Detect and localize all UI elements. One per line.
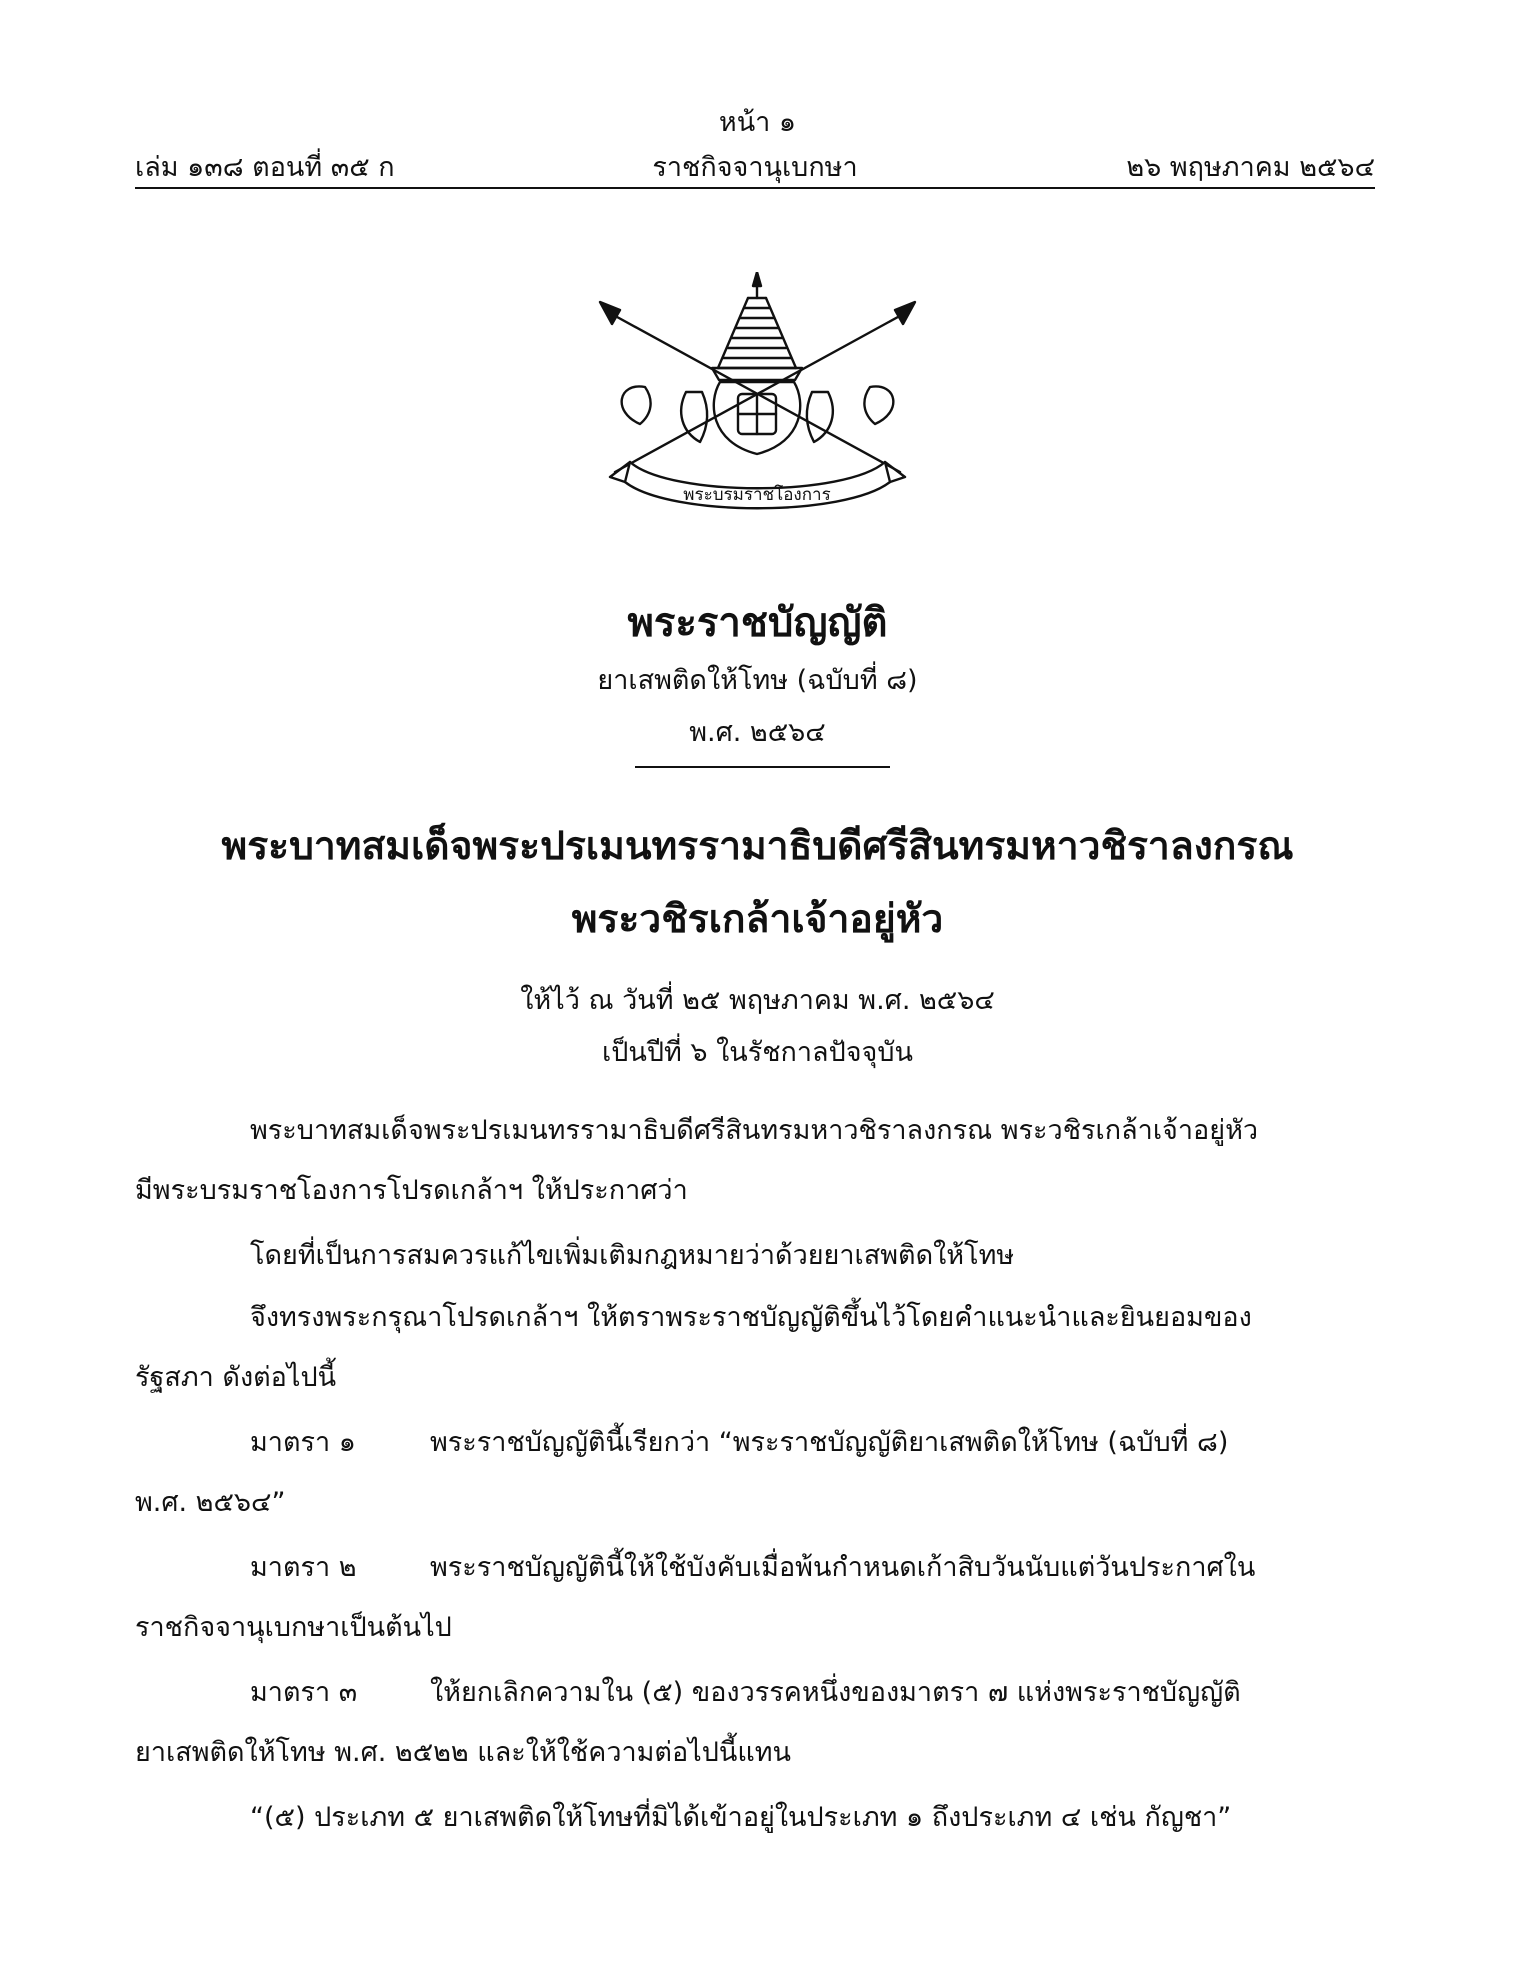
page-number: หน้า ๑: [718, 107, 797, 138]
volume-issue: เล่ม ๑๓๘ ตอนที่ ๓๕ ก: [135, 152, 395, 183]
section-1-text: พระราชบัญญัตินี้เรียกว่า “พระราชบัญญัติยาเสพติดให้โทษ (ฉบับที่ ๘): [430, 1427, 1229, 1458]
garuda-emblem-icon: [590, 272, 925, 517]
reason-paragraph: โดยที่เป็นการสมควรแก้ไขเพิ่มเติมกฎหมายว่าด้วยยาเสพติดให้โทษ: [250, 1240, 1015, 1271]
section-2-label: มาตรา ๒: [250, 1552, 357, 1583]
enactment-line: จึงทรงพระกรุณาโปรดเกล้าฯ ให้ตราพระราชบัญญัติขึ้นไว้โดยคำแนะนำและยินยอมของ: [250, 1302, 1252, 1333]
section-3-line: ยาเสพติดให้โทษ พ.ศ. ๒๕๒๒ และให้ใช้ความต่อไปนี้แทน: [135, 1737, 792, 1768]
section-1-line: พ.ศ. ๒๕๖๔”: [135, 1487, 286, 1518]
document-year: พ.ศ. ๒๕๖๔: [689, 717, 826, 748]
section-3-label: มาตรา ๓: [250, 1677, 358, 1708]
given-date: ให้ไว้ ณ วันที่ ๒๕ พฤษภาคม พ.ศ. ๒๕๖๔: [520, 985, 995, 1016]
gazette-date: ๒๖ พฤษภาคม ๒๕๖๔: [1126, 152, 1375, 183]
header-divider: [135, 187, 1375, 189]
document-subtitle: ยาเสพติดให้โทษ (ฉบับที่ ๘): [597, 665, 918, 696]
title-divider: [635, 766, 890, 768]
section-3-quote: “(๕) ประเภท ๕ ยาเสพติดให้โทษที่มิได้เข้าอยู่ในประเภท ๑ ถึงประเภท ๔ เช่น กัญชา”: [250, 1802, 1232, 1833]
document-title: พระราชบัญญัติ: [627, 600, 888, 646]
section-2-line: [250, 1545, 1375, 1588]
section-1-line: [250, 1420, 1375, 1463]
reign-year: เป็นปีที่ ๖ ในรัชกาลปัจจุบัน: [602, 1037, 913, 1068]
emblem-ribbon-text: พระบรมราชโองการ: [683, 485, 831, 505]
section-2-text: พระราชบัญญัตินี้ให้ใช้บังคับเมื่อพ้นกำหนดเก้าสิบวันนับแต่วันประกาศใน: [430, 1552, 1256, 1583]
section-3-line: [250, 1670, 1375, 1713]
king-name-line2: พระวชิรเกล้าเจ้าอยู่หัว: [571, 897, 944, 942]
king-name-line1: พระบาทสมเด็จพระปรเมนทรรามาธิบดีศรีสินทรมหาวชิราลงกรณ: [221, 824, 1294, 869]
preamble-line: พระบาทสมเด็จพระปรเมนทรรามาธิบดีศรีสินทรมหาวชิราลงกรณ พระวชิรเกล้าเจ้าอยู่หัว: [250, 1115, 1259, 1146]
gazette-name: ราชกิจจานุเบกษา: [652, 152, 858, 183]
section-2-line: ราชกิจจานุเบกษาเป็นต้นไป: [135, 1612, 452, 1643]
enactment-line: รัฐสภา ดังต่อไปนี้: [135, 1362, 337, 1393]
gazette-header: [135, 145, 1375, 185]
section-3-text: ให้ยกเลิกความใน (๕) ของวรรคหนึ่งของมาตรา ๗ แห่งพระราชบัญญัติ: [430, 1677, 1241, 1708]
section-1-label: มาตรา ๑: [250, 1427, 356, 1458]
preamble-line: มีพระบรมราชโองการโปรดเกล้าฯ ให้ประกาศว่า: [135, 1175, 688, 1206]
